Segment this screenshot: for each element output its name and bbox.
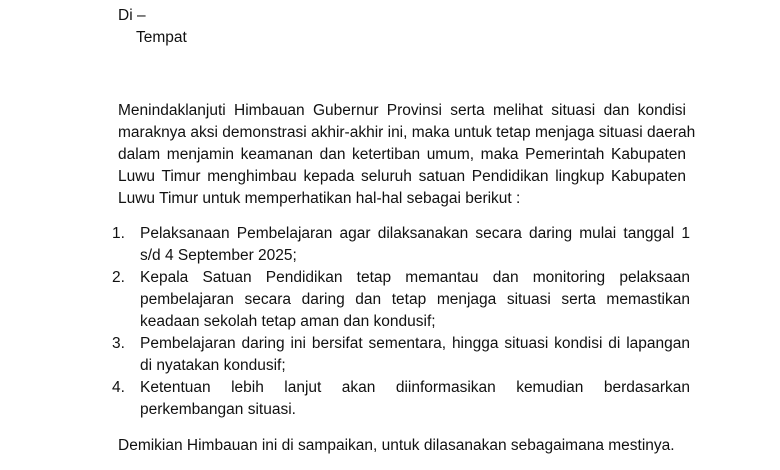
list-item-number: 4. xyxy=(112,379,125,396)
instruction-list xyxy=(112,223,690,421)
list-item-text: Pelaksanaan Pembelajaran agar dilaksanakan secara daring mulai tanggal 1 s/d 4 September 2025; xyxy=(140,225,690,264)
list-item xyxy=(112,377,690,421)
address-tempat: Tempat xyxy=(136,29,187,46)
address-di: Di – xyxy=(118,7,146,24)
list-item xyxy=(112,223,690,267)
intro-line-3: dalam menjamin keamanan dan ketertiban umum, maka Pemerintah Kabupaten xyxy=(118,146,686,163)
list-item-number: 3. xyxy=(112,335,125,352)
list-item-text: Kepala Satuan Pendidikan tetap memantau dan monitoring pelaksaan pembelajaran secara daring dan tetap menjaga situasi serta memastikan keadaan sekolah tetap aman dan kondusif; xyxy=(140,269,690,330)
intro-line-5: Luwu Timur untuk memperhatikan hal-hal sebagai berikut : xyxy=(118,190,521,207)
intro-line-2: maraknya aksi demonstrasi akhir-akhir ini, maka untuk tetap menjaga situasi daerah xyxy=(118,124,696,141)
intro-line-4: Luwu Timur menghimbau kepada seluruh satuan Pendidikan lingkup Kabupaten xyxy=(118,168,686,185)
closing-paragraph: Demikian Himbauan ini di sampaikan, untuk dilasanakan sebagaimana mestinya. xyxy=(118,437,675,454)
list-item-text: Ketentuan lebih lanjut akan diinformasikan kemudian berdasarkan perkembangan situasi. xyxy=(140,379,690,418)
intro-paragraph xyxy=(118,100,696,210)
list-item xyxy=(112,333,690,377)
list-item-number: 1. xyxy=(112,225,125,242)
list-item-text: Pembelajaran daring ini bersifat sementara, hingga situasi kondisi di lapangan di nyatakan kondusif; xyxy=(140,335,690,374)
list-item-number: 2. xyxy=(112,269,125,286)
intro-line-1: Menindaklanjuti Himbauan Gubernur Provinsi serta melihat situasi dan kondisi xyxy=(118,102,686,119)
list-item xyxy=(112,267,690,333)
